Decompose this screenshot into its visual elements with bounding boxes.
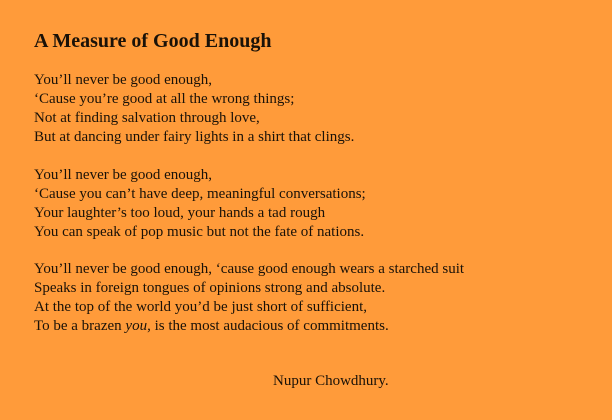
- stanza-1: [34, 71, 354, 147]
- poem-line-last: [34, 317, 464, 336]
- poem-line: Your laughter’s too loud, your hands a tad rough: [34, 205, 326, 221]
- author-signature: Nupur Chowdhury.: [273, 373, 389, 389]
- poem-line: You can speak of pop music but not the fate of nations.: [34, 224, 365, 240]
- line-text-before: To be a brazen: [34, 318, 126, 334]
- poem-line: ‘Cause you can’t have deep, meaningful conversations;: [34, 186, 366, 202]
- stanza-3: [34, 260, 464, 336]
- poem-line: You’ll never be good enough, ‘cause good enough wears a starched suit: [34, 261, 465, 277]
- poem-line: Not at finding salvation through love,: [34, 110, 260, 126]
- poem-line: But at dancing under fairy lights in a shirt that clings.: [34, 129, 355, 145]
- poem-title: A Measure of Good Enough: [34, 30, 272, 52]
- poem-line: ‘Cause you’re good at all the wrong things;: [34, 91, 295, 107]
- poem-line: You’ll never be good enough,: [34, 72, 213, 88]
- poem-line: Speaks in foreign tongues of opinions strong and absolute.: [34, 280, 386, 296]
- line-text-after: , is the most audacious of commitments.: [147, 318, 389, 334]
- poem-line: You’ll never be good enough,: [34, 167, 213, 183]
- poem-line: At the top of the world you’d be just short of sufficient,: [34, 299, 368, 315]
- emphasized-word: you: [125, 318, 148, 334]
- stanza-2: [34, 166, 366, 242]
